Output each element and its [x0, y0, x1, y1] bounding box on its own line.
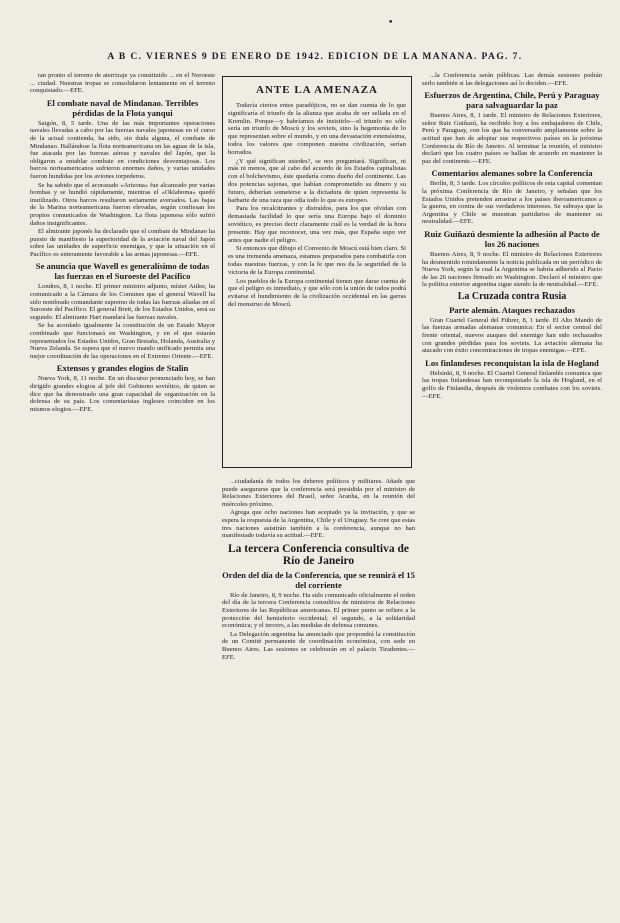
ink-mark-icon: • [388, 18, 394, 28]
subheadline: Orden del día de la Conferencia, que se reunirá el 15 del corriente [222, 569, 415, 590]
article-paragraph: Buenos Aires, 8, 9 noche. El ministro de Relaciones Exteriores ha desmentido rotundamente la noticia publicada en un periódico de Nueva York, según la cual la Argentina se habría adherido al Pacto de las 26 naciones firmado en Washington. Declaró el ministro que la política exterior argentina sigue siendo la de neutralidad.—EFE. [422, 250, 602, 289]
page-header: A B C. VIERNES 9 DE ENERO DE 1942. EDICIÓN DE LA MAÑANA. PAG. 7. [107, 52, 523, 62]
article-paragraph: El almirante japonés ha declarado que el combate de Mindanao ha puesto de manifiesto la superioridad de la aviación naval del Japón sobre las unidades de superficie enemigas, y que la situación en el Pacífico es enteramente favorable a las armas japonesas.—EFE. [30, 228, 215, 258]
article-paragraph: Se ha acordado igualmente la constitución de un Estado Mayor combinado que funcionará en Washington, y en el que estarán representados los Estados Unidos, Gran Bretaña, Holanda, Australia y Nueva Zelanda. Se espera que el nuevo mando unificado permita una mejor coordinación de las operaciones en el Extremo Oriente.—EFE. [30, 322, 215, 360]
headline: Comentarios alemanes sobre la Conferencia [431, 168, 593, 179]
editorial-box [222, 76, 412, 468]
headline: El combate naval de Mindanao. Terribles pérdidas de la Flota yanqui [46, 97, 199, 118]
column-right [422, 72, 602, 912]
headline: La tercera Conferencia consultiva de Río de Janeiro [228, 542, 409, 567]
column-left [30, 72, 215, 912]
editorial-paragraph: Si entonces que dibujo el Convenio de Moscú está bien claro. Si es una tremenda amenaza, estamos preparados para combatirla con todas nuestras fuerzas, y con la fe que nos da la seguridad de la victoria de la Europa continental. [228, 245, 406, 276]
editorial-paragraph: Para los recalcitrantes y distraídos, para los que olvidan con demasiada facilidad lo que sería una Europa bajo el dominio soviético, es preciso decir claramente cuál es la verdad de la hora presente. Hay que reconocer, una vez más, que España supo ver antes que nadie el peligro. [228, 205, 406, 244]
editorial-paragraph: ¿Y qué significan ustedes?, se nos preguntará. Significan, ni más ni menos, que al cabo del acuerdo de los Estados capitalistas con el bolchevismo, éste quedaría como dueño del continente. Las dos potencias sajonas, que habían comprometido su dinero y su futuro, deberían someterse a la dictadura de quien representa la barbarie de una raza que odia todo lo que es europeo. [228, 157, 406, 204]
headline: La Cruzada contra Rusia [457, 290, 567, 302]
article-paragraph: Buenos Aires, 8, 1 tarde. El ministro de Relaciones Exteriores, señor Ruiz Guiñazú, ha recibido hoy a los embajadores de Chile, Perú y Paraguay, con los que ha conversado ampliamente sobre la actitud que han de adoptar sus respectivos países en la próxima Conferencia de Río de Janeiro. Al terminar la reunión, el ministro declaró que los cuatro países se hallan de acuerdo en mantener la paz del continente.—EFE. [422, 112, 602, 165]
column-middle [222, 478, 415, 913]
article-paragraph: Nueva York, 8, 11 noche. En un discurso pronunciado hoy, se han dirigido grandes elogios al jefe del Gobierno soviético, de quien se dice que ha demostrado una gran capacidad de organización en la defensa de su país. Los comentaristas ingleses coinciden en los mismos elogios.—EFE. [30, 375, 215, 413]
headline: Se anuncia que Wavell es generalísimo de todas las fuerzas en el Suroeste del Pacífico [35, 261, 210, 282]
editorial-paragraph: Todavía ciertos entes paradójicos, no se dan cuenta de lo que significaría el triunfo de la alianza que acaba de ser sellada en el Kremlin. Porque—y habríamos de insistirlo—el triunfo no sólo sería un triunfo de Moscú y los soviets, sino la hegemonía de lo que representan sobre el mundo, y en una devastación extensísima, todos los valores que componen nuestra civilización, serían borrados. [228, 102, 406, 156]
article-paragraph: ...la Conferencia serán públicas. Las demás sesiones podrán serlo también si las delegaciones así lo deciden.—EFE. [422, 72, 602, 87]
article-paragraph: Río de Janeiro, 8, 9 noche. Ha sido comunicado oficialmente el orden del día de la tercera Conferencia consultiva de ministros de Relaciones Exteriores de las Repúblicas americanas. El primer punto se refiere a la protección del hemisferio occidental; el segundo, a la solidaridad económica; y el tercero, a las medidas de defensa comunes. [222, 591, 415, 630]
editorial-title: ANTE LA AMENAZA [256, 84, 378, 96]
article-paragraph: Londres, 8, 1 noche. El primer ministro adjunto, míster Attlee, ha comunicado a la Cámara de los Comunes que el general Wavell ha sido nombrado comandante supremo de todas las fuerzas aliadas en el Suroeste del Pacífico. El general Brett, de los Estados Unidos, será su segundo. El almirante Hart mandará las fuerzas navales. [30, 283, 215, 321]
subheadline: Parte alemán. Ataques rechazados [449, 304, 575, 315]
article-paragraph: Saigón, 8, 5 tarde. Una de las más importantes operaciones navales llevadas a cabo por las fuerzas navales japonesas en el curso de la actual contienda, ha sido, sin duda alguna, el combate de Mindanao. Hallándose la flota norteamericana en las aguas de la isla, fue atacada por las fuerzas aéreas y navales del Japón, que la obligaron a entablar combate en condiciones desventajosas. Los barcos norteamericanos sufrieron enormes daños, y varias unidades fueron hundidas por los aviones torpederos. [30, 119, 215, 180]
headline: Esfuerzos de Argentina, Chile, Perú y Paraguay para salvaguardar la paz [424, 90, 600, 111]
article-paragraph: Gran Cuartel General del Führer, 8, 1 tarde. El Alto Mando de las fuerzas armadas alemanas comunica: En el sector central del frente oriental, nuevos ataques del enemigo han sido rechazados con grandes pérdidas para los soviets. La aviación alemana ha atacado con éxito concentraciones de tropas enemigas.—EFE. [422, 316, 602, 355]
article-paragraph: Se ha sabido que el acorazado «Arizona» fue alcanzado por varias bombas y se hundió rápidamente, mientras el «Oklahoma» quedó inutilizado. Otros barcos resultaron seriamente averiados. Las bajas de la Marina norteamericana fueron elevadas, según confiesan los propios comunicados de Washington. La flota japonesa sólo sufrió daños insignificantes. [30, 181, 215, 227]
headline: Ruiz Guiñazú desmiente la adhesión al Pacto de los 26 naciones [424, 228, 600, 249]
article-paragraph: La Delegación argentina ha anunciado que propondrá la constitución de un Comité permanente de coordinación económica, con sede en Buenos Aires. Las sesiones se celebrarán en el palacio Tiradentes.—EFE. [222, 630, 415, 661]
editorial-paragraph: Los pueblos de la Europa continental tienen que darse cuenta de que el peligro es inmediato, y que sólo con la unión de todos podrá evitarse el hundimiento de la civilización occidental en las garras del monstruo de Moscú. [228, 277, 406, 308]
article-paragraph: Berlín, 8, 3 tarde. Los círculos políticos de esta capital comentan la próxima Conferencia de Río de Janeiro, y señalan que los Estados Unidos pretenden arrastrar a los países iberoamericanos a la guerra, en contra de sus verdaderos intereses. Se subraya que la Argentina y Chile se muestran partidarios de mantener su neutralidad.—EFE. [422, 180, 602, 226]
article-paragraph: Helsinki, 8, 9 noche. El Cuartel General finlandés comunica que las tropas finlandesas han reconquistado la isla de Hogland, en el golfo de Finlandia, después de violentos combates con los soviets.—EFE. [422, 369, 602, 400]
article-paragraph: Agrega que ocho naciones han aceptado ya la invitación, y que se espera la respuesta de la Argentina, Chile y el Uruguay. Se cree que estas tres naciones asistirán también a la conferencia, aunque no han manifestado todavía su actitud.—EFE. [222, 509, 415, 540]
headline: Extensos y grandes elogios de Stalin [56, 363, 189, 374]
headline: Los finlandeses reconquistan la isla de Hogland [425, 357, 599, 368]
article-paragraph: ...ciudadanía de todos los deberes políticos y militares. Añade que puede asegurarse que la conferencia será presidida por el ministro de Relaciones Exteriores del Brasil, señor Aranha, en la reunión del miércoles próximo. [222, 478, 415, 508]
article-paragraph: tan pronto el terreno de aterrizaje ya constituido ... en el Noroeste ... ciudad. Nuestras tropas se consolidaron lentamente en el terreno conquistado.—EFE. [30, 72, 215, 95]
